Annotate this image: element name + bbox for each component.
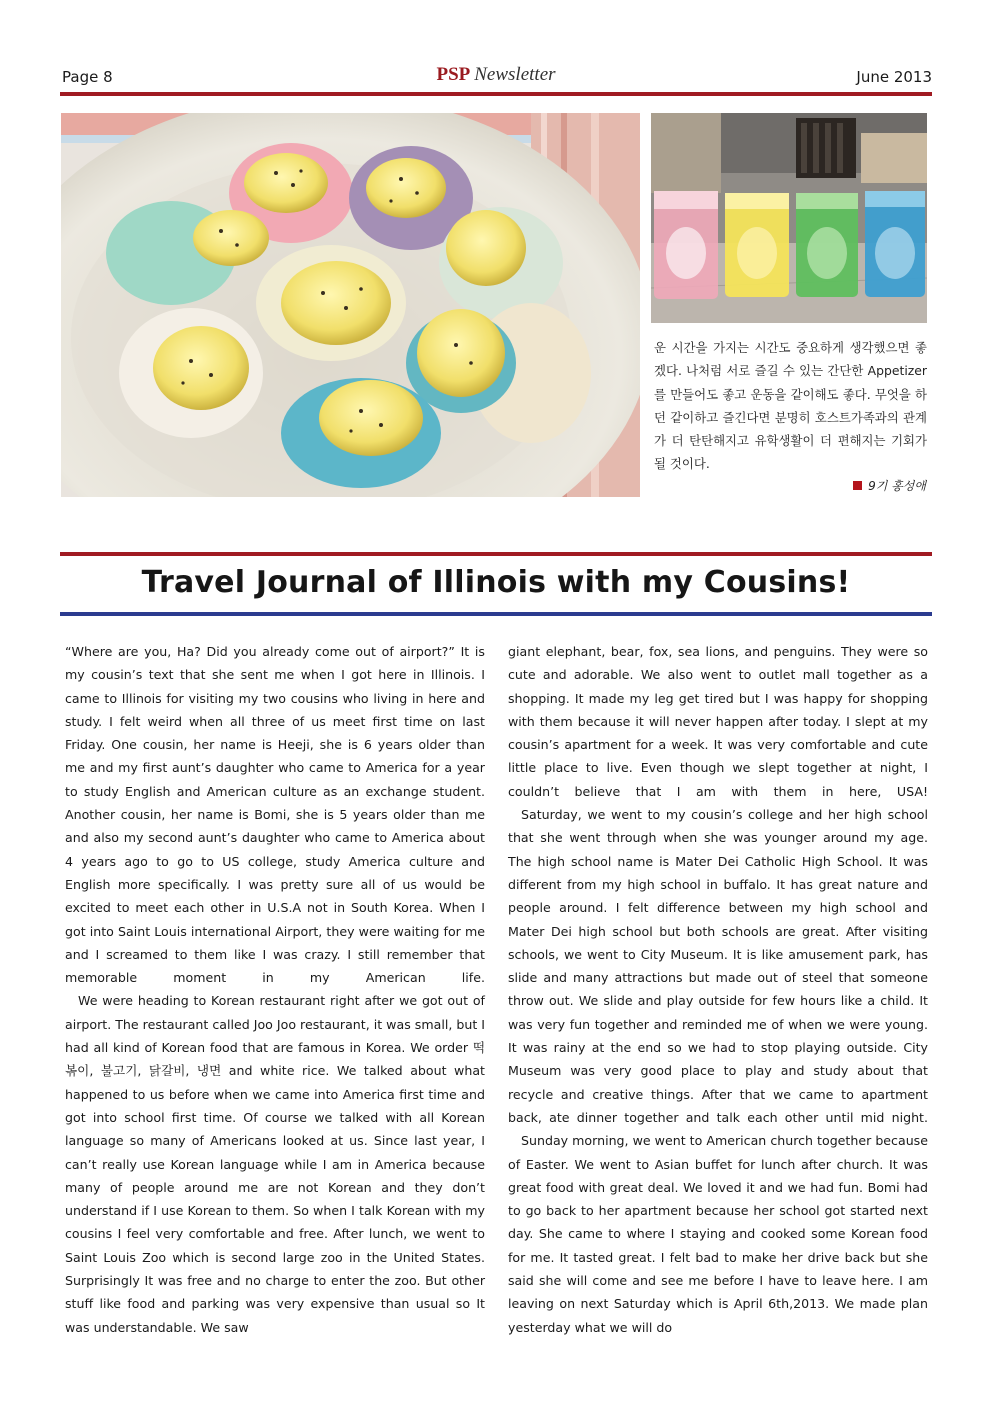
article-bottom-rule bbox=[60, 612, 932, 616]
article-paragraph: “Where are you, Ha? Did you already come out of airport?” It is my cousin’s text that she sent me when I got here in Illinois. I came to Illinois for visiting my two cousins who living in here and study. I felt weird when all three of us meet first time on last Friday. One cousin, her name is Heeji, she is 6 years older than me and my first aunt’s daughter who came to America for a year to study English and American culture as an exchange student. Another cousin, her name is Bomi, she is 5 years older than me and also my second aunt’s daughter who came to America about 4 years ago to go to US college, study America culture and English more specifically. I was pretty sure all of us would be excited to meet each other in U.S.A not in South Korea. When I got into Saint Louis international Airport, they were waiting for me and I screamed to them like I was crazy. I still remember that memorable moment in my American life. bbox=[65, 644, 485, 986]
byline-square-icon bbox=[853, 481, 862, 490]
article-top-rule bbox=[60, 552, 932, 556]
author-byline bbox=[853, 477, 926, 494]
article-paragraph: Sunday morning, we went to American church together because of Easter. We went to Asian buffet for lunch after church. It was great food with great deal. We loved it and we had fun. Bomi had to go back to her apartment because her school got started next day. She came to where I staying and cooked some Korean food for me. It tasted great. I felt bad to make her drive back but she said she will come and see me before I have to leave here. I am leaving on next Saturday which is April 6th,2013. We made plan yesterday what we will do bbox=[508, 1133, 928, 1335]
header-divider bbox=[60, 92, 932, 96]
deviled-eggs-photo bbox=[61, 113, 640, 497]
byline-author: 9기 홍성애 bbox=[868, 479, 926, 493]
article-paragraph: We were heading to Korean restaurant right after we got out of airport. The restaurant called Joo Joo restaurant, it was small, but I had all kind of Korean food that are famous in Korea. We order 떡볶이, 불고기, 닭갈비, 냉면 and white rice. We talked about what happened to us before when we came into America first time and got into school first time. Of course we talked with all Korean language so many of Americans looked at us. Since last year, I can’t really use Korean language while I am in America because many of people around me are not Korean and they don’t understand if I use Korean to them. So when I talk Korean with my cousins I feel very comfortable and free. After lunch, we went to Saint Louis Zoo which is second large zoo in the United States. Surprisingly It was free and no charge to enter the zoo. But other stuff like food and parking was very expensive than usual so It was understandable. We saw bbox=[65, 993, 485, 1335]
article-paragraph: Saturday, we went to my cousin’s college and her high school that she went through when she was younger around my age. The high school name is Mater Dei Catholic High School. It was different from my high school in buffalo. It has great nature and people around. I felt difference between my high school and Mater Dei high school but both schools are great. After visiting schools, we went to City Museum. It is like amusement park, has slide and many attractions but made out of steel that someone throw out. We slide and play outside for few hours like a child. It was very fun together and reminded me of when we were young. It was rainy at the end so we had to stop playing outside. City Museum was very good place to play and study about that recycle and creative things. After that we came to apartment back, ate dinner together and talk each other until mid night. bbox=[508, 807, 928, 1125]
article-paragraph: giant elephant, bear, fox, sea lions, and penguins. They were so cute and adorable. We also went to outlet mall together as a shopping. It made my leg get tired but I was happy for shopping with them because it will never happen after today. I slept at my cousin’s apartment for a week. It was very comfortable and cute little place to live. Even though we slept together at night, I couldn’t believe that I am with them in here, USA! bbox=[508, 644, 928, 799]
article-column-left bbox=[65, 640, 485, 1339]
page-number: Page 8 bbox=[62, 68, 113, 86]
masthead-brand: PSP bbox=[436, 64, 471, 85]
page-header bbox=[60, 64, 932, 90]
egg-dye-glasses-photo bbox=[651, 113, 927, 323]
issue-date: June 2013 bbox=[856, 68, 932, 86]
sidebar-korean-paragraph: 운 시간을 가지는 시간도 중요하게 생각했으면 좋겠다. 나처럼 서로 즐길 수 있는 간단한 Appetizer를 만들어도 좋고 운동을 같이해도 좋다. 무엇을 하던 같이하고 즐긴다면 분명히 호스트가족과의 관계가 더 탄탄해지고 유학생활이 더 편해지는 기회가 될 것이다. bbox=[654, 340, 927, 472]
article-title: Travel Journal of Illinois with my Cousins! bbox=[141, 565, 851, 600]
masthead-subtitle: Newsletter bbox=[474, 64, 556, 85]
article-column-right bbox=[508, 640, 928, 1339]
newsletter-masthead bbox=[60, 64, 932, 86]
